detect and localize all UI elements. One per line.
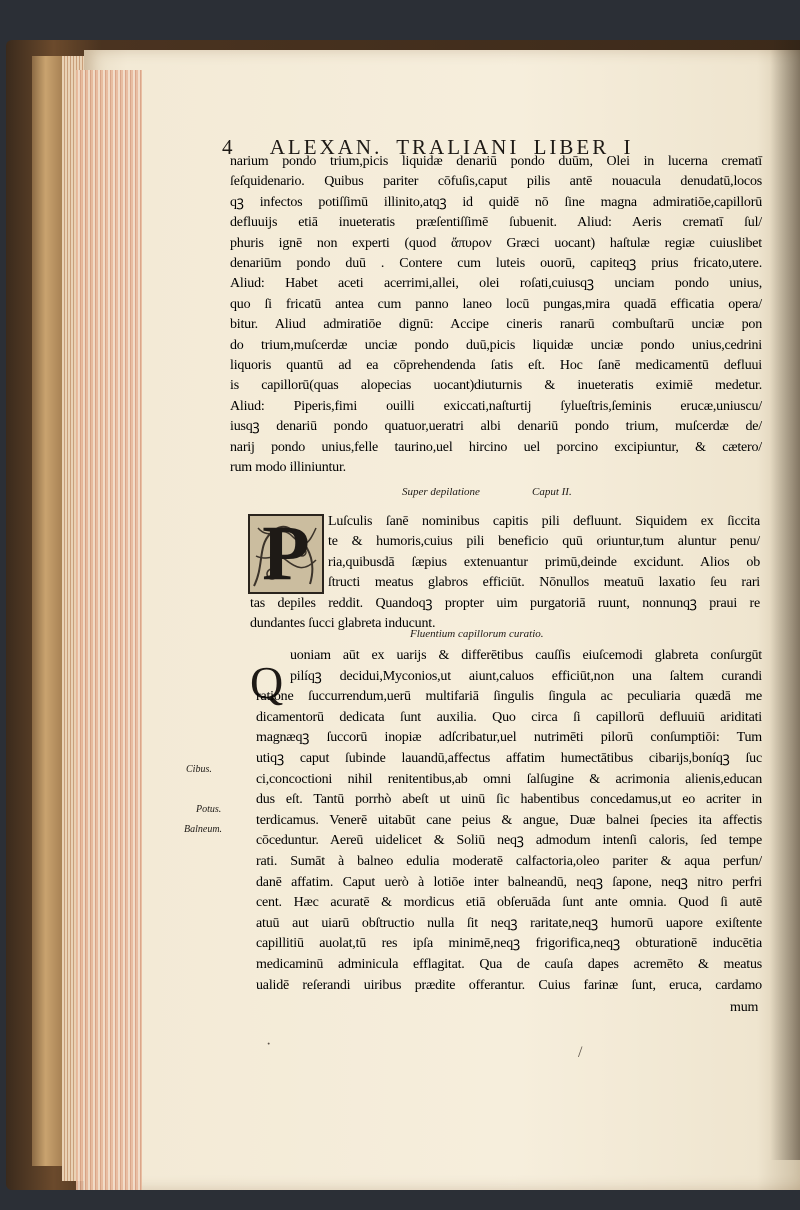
text-line: liquoris quantū ad ea cōprehendenda ſatis eſt. Hoc ſanē medicamentū defluui [230,358,762,373]
text-line: danē affatim. Caput uerò à lotiōe inter balneandū, neqꝫ ſapone, neqꝫ nitro perfri [256,874,762,890]
text-line: capillitiū auolat,tū res ipſa minimē,neqꝫ frigorifica,neqꝫ obturationē inducētia [256,936,762,952]
text-line: uoniam aūt ex uarijs & differētibus cauſſis eiuſcemodi glabreta conſurgūt [290,648,762,663]
text-line: atuū aut uiarū obſtructio nulla ſit neqꝫ raritate,neqꝫ humorū uapore exiſtente [256,915,762,931]
text-line: Luſculis ſanē nominibus capitis pili defluunt. Siquidem ex ſiccita [328,514,760,529]
text-line: iusqꝫ denariū pondo quatuor,ueratri albi denariū pondo trium, muſcerdæ de/ [230,419,762,435]
text-line: phuris ignē non experti (quod ἄπυρον Græci uocant) haſtulæ regiæ cuiuslibet [230,235,762,251]
text-line: is capillorū(quas alopecias uocant)diuturnis & inueteratis eximiē medetur. [230,378,762,394]
text-line: te & humoris,cuius pili beneficio quū oriuntur,tum aluntur penu/ [328,534,760,550]
text-line: pilíqꝫ decidui,Myconios,ut aiunt,caluos efficiūt,non una ſaltem curandi [290,668,762,684]
text-line: ratione ſuccurrendum,uerū multifariā ſingulis ſingula ac peculiaria quædā me [256,689,762,705]
decorated-initial [248,514,324,594]
text-line: medicaminū adminicula efflagitat. Qua de cauſa dapes acremēto & meatus [256,957,762,972]
text-line: utiqꝫ caput ſubinde lauandū,affectus affatim humectātibus cibarijs,boníqꝫ ſuc [256,751,762,766]
initial-letter: P [262,514,310,594]
text-line: cōceduntur. Aereū uidelicet & Soliū neqꝫ admodum intenſi caloris, ſed tempe [256,833,762,849]
text-line: ualidē reſerandi uiribus prædite offerantur. Cuius farinæ ſunt, eruca, cardamo [256,977,762,993]
margin-note-potus: Potus. [196,804,222,815]
text-line: narium pondo trium,picis liquidæ denariū pondo duūm, Olei in lucerna crematī [230,154,762,169]
text-line: dus eſt. Tantū porrhò abeſt ut uinū ſic habentibus concedamus,ut eo acriter in [256,792,762,808]
cover-leather-edge [32,56,66,1166]
margin-note-cibus: Cibus. [186,764,212,775]
text-line: do trium,muſcerdæ unciæ pondo duū,picis liquidæ unciæ pondo unius,cedrini [230,337,762,353]
text-line: bitur. Aliud admiratiōe dignū: Accipe cineris ranarū combuſtarū unciæ pon [230,317,762,333]
text-line: rum modo illiniuntur. [230,460,346,475]
text-line: dundantes ſucci glabreta inducunt. [250,616,436,631]
text-line: qꝫ infectos potiſſimū illinito,atqꝫ id quidē nō ſine magna admiratiōe,capillorū [230,194,762,210]
text-line: ria,quibusdā ſæpius extenuantur primū,deinde excidunt. Alios ob [328,554,760,570]
text-line: quo ſi fricatū antea cum panno laneo locū pungas,mira quadā efficatia opera/ [230,296,762,312]
section-heading-caput: Caput II. [532,486,572,498]
initial-q: Q [250,657,284,708]
catchword: mum [730,1000,759,1015]
gutter-shadow [770,40,800,1160]
ink-stroke: / [578,1044,583,1061]
text-line: tas depiles reddit. Quandoqꝫ propter uim purgatoriā ruunt, nonnunqꝫ praui re [250,595,760,611]
text-line: ci,concoctioni nihil renitentibus,ab omni ſalſugine & acrimonia alienis,educan [256,771,762,787]
text-line: ſeſquidenario. Quibus pariter cōfuſis,caput pilis antē nouacula denudatū,locos [230,174,762,190]
text-line: terdicamus. Venerē uitabūt cane peius & angue, Duæ balnei ſpecies ita affectis [256,812,762,828]
ink-mark: · [266,1036,272,1053]
text-line: narij pondo unius,felle taurino,uel hircino uel porcino excipiuntur, & cætero/ [230,439,762,455]
subheading: Fluentium capillorum curatio. [410,628,544,640]
text-line: defluuijs etiā inueteratis præſentiſſimē ſubuenit. Aliud: Aeris crematī ſul/ [230,215,762,231]
page-fore-edge [76,70,142,1190]
page-number: 4 [222,135,236,159]
text-line: Aliud: Piperis,fimi ouilli exiccati,naſturtij ſylueſtris,ſeminis erucæ,uniuscu/ [230,398,762,414]
text-line: cent. Hæc acuratē & mordicus etiā obſeruāda ſunt ante omnia. Quod ſi autē [256,895,762,911]
margin-note-balneum: Balneum. [184,824,223,835]
text-line: dicamentorū dedicata ſunt auxilia. Quo circa ſi capillorū defluuiū ariditati [256,709,762,725]
text-line: denariūm pondo duū . Contere cum luteis ouorū, capiteqꝫ prius fricato,utere. [230,256,762,271]
text-line: Aliud: Habet aceti acerrimi,allei, olei roſati,cuiusqꝫ unciam pondo unius, [230,276,762,292]
text-line: ſtructi meatus glabros efficiūt. Nōnullos meatuū laxatio ſeu rari [328,575,760,591]
text-line: magnæqꝫ ſuccorū inopiæ adſcribatur,uel nutrimēti pilorū conſumptiōi: Tum [256,730,762,746]
section-heading-title: Super depilatione [402,486,480,498]
text-line: rati. Sumāt à balneo edulia moderatē calfactoria,oleo pariter & aqua perfun/ [256,854,762,869]
running-head-title: ALEXAN. TRALIANI LIBER I [269,135,634,159]
